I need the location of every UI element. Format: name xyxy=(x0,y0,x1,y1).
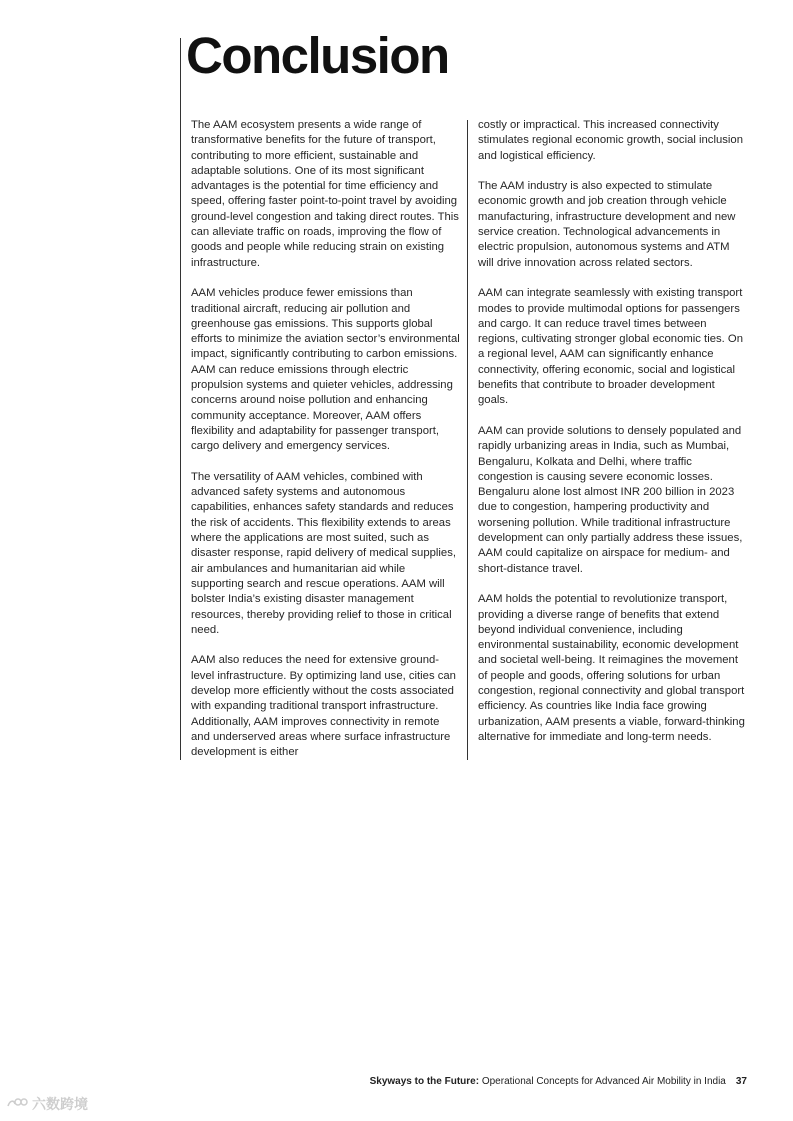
left-column xyxy=(191,118,461,776)
right-paragraph-3: AAM can integrate seamlessly with existing transport modes to provide multimodal options for passengers and cargo. It can reduce travel times between regions, cultivating stronger global economic ties. On a regional level, AAM can significantly enhance connectivity, offering economic, social and logistical benefits that contribute to broader development goals. xyxy=(478,287,743,407)
left-paragraph-2: AAM vehicles produce fewer emissions than traditional aircraft, reducing air pollution and greenhouse gas emissions. This supports global efforts to minimize the aviation sector’s environmental impact, significantly contributing to carbon emissions. AAM can reduce emissions through electric propulsion systems and quieter vehicles, addressing concerns around noise pollution and enhancing community acceptance. Moreover, AAM offers flexibility and adaptability for passenger transport, cargo delivery and emergency services. xyxy=(191,287,460,453)
left-vertical-rule xyxy=(180,38,181,760)
left-paragraph-3: The versatility of AAM vehicles, combined with advanced safety systems and autonomous capabilities, enhances safety standards and reduces the risk of accidents. This flexibility extends to areas where the applications are most suited, such as disaster response, rapid delivery of medical supplies, air ambulances and humanitarian aid while supporting search and rescue operations. AAM will bolster India’s existing disaster management resources, thereby providing relief to those in critical need. xyxy=(191,470,456,636)
watermark-text: 六数跨境 xyxy=(32,1096,88,1112)
watermark-logo-icon xyxy=(6,1096,28,1112)
column-divider-rule xyxy=(467,120,468,760)
page-number: 37 xyxy=(735,1076,747,1087)
right-column xyxy=(478,118,748,760)
right-paragraph-1: costly or impractical. This increased connectivity stimulates regional economic growth, social inclusion and logistical efficiency. xyxy=(478,119,743,162)
left-paragraph-4: AAM also reduces the need for extensive ground-level infrastructure. By optimizing land use, cities can develop more efficiently without the costs associated with expanding traditional transport infrastructure. Additionally, AAM improves connectivity in remote and underserved areas where surface infrastructure development is either xyxy=(191,654,456,759)
left-paragraph-1: The AAM ecosystem presents a wide range of transformative benefits for the future of transport, contributing to more efficient, sustainable and adaptable solutions. One of its most significant advantages is the potential for time efficiency and speed, offering faster point-to-point travel by avoiding ground-level congestion and taking direct routes. This can alleviate traffic on roads, improving the flow of goods and people while reducing strain on existing infrastructure. xyxy=(191,119,459,269)
footer-subtitle: Operational Concepts for Advanced Air Mobility in India xyxy=(479,1076,726,1087)
right-paragraph-2: The AAM industry is also expected to stimulate economic growth and job creation through vehicle manufacturing, infrastructure development and new service creation. Technological advancements in electric propulsion, autonomous systems and ATM will drive innovation across related sectors. xyxy=(478,180,736,269)
watermark xyxy=(6,1094,88,1114)
right-paragraph-5: AAM holds the potential to revolutionize transport, providing a diverse range of benefits that extend beyond individual convenience, including environmental sustainability, economic development and societal well-being. It reimagines the movement of people and goods, offering solutions for urban congestion, regional connectivity and global transport efficiency. As countries like India face growing urbanization, AAM presents a viable, forward-thinking alternative for immediate and long-term needs. xyxy=(478,593,745,743)
right-paragraph-4: AAM can provide solutions to densely populated and rapidly urbanizing areas in India, such as Mumbai, Bengaluru, Kolkata and Delhi, where traffic congestion is causing severe economic losses. Bengaluru alone lost almost INR 200 billion in 2023 due to congestion, hampering productivity and worsening pollution. While traditional infrastructure development can only partially address these issues, AAM could capitalize on airspace for medium- and short-distance travel. xyxy=(478,424,743,575)
page-footer xyxy=(370,1076,747,1087)
page-title: Conclusion xyxy=(186,27,449,84)
footer-report-title: Skyways to the Future: xyxy=(369,1076,480,1087)
